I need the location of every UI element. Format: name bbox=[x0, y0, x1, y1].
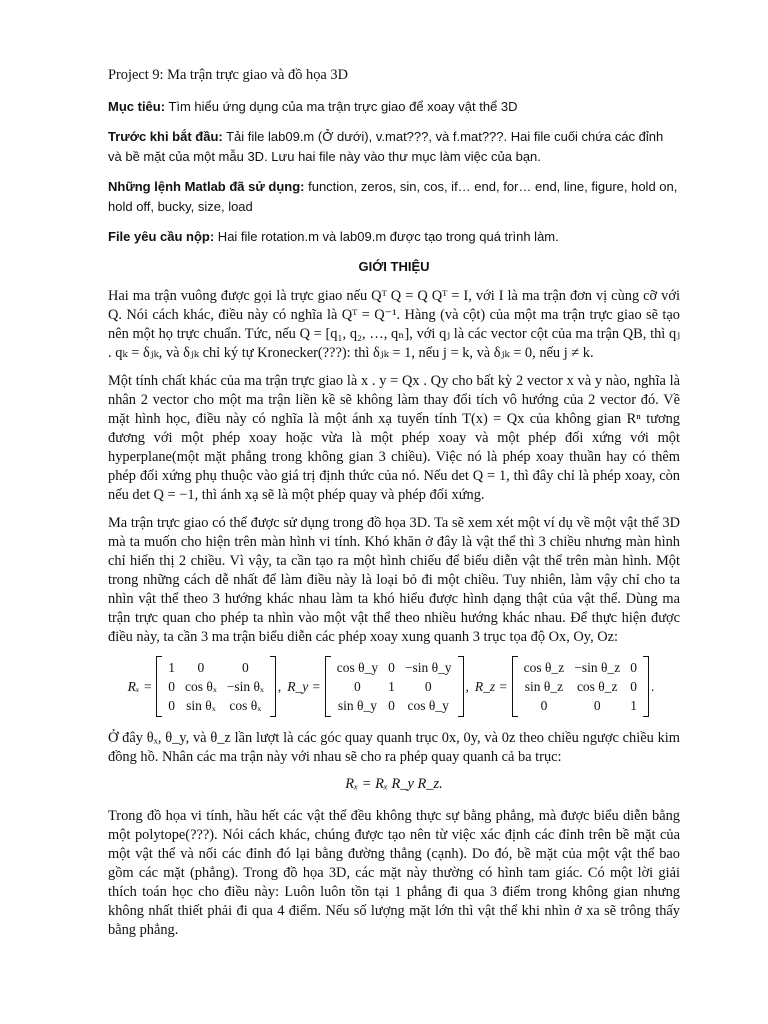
meta-text: Tìm hiểu ứng dụng của ma trận trực giao để xoay vật thể 3D bbox=[165, 99, 518, 114]
matrix-cell: 0 bbox=[388, 697, 395, 713]
matrix-cell: 1 bbox=[388, 678, 395, 694]
matrix-cell: −sin θₓ bbox=[226, 678, 264, 694]
meta-text: Hai file rotation.m và lab09.m được tạo trong quá trình làm. bbox=[214, 229, 559, 244]
matrix-separator: , bbox=[465, 678, 469, 694]
section-heading: GIỚI THIỆU bbox=[358, 259, 430, 274]
ry-label: R_y = bbox=[287, 678, 321, 694]
paragraph-angles: Ở đây θₓ, θ_y, và θ_z lần lượt là các góc quay quanh trục 0x, 0y, và 0z theo chiều ngược chiều kim đồng hồ. Nhân các ma trận này với nhau sẽ cho ra phép quay quanh cả ba trục: bbox=[108, 730, 680, 765]
ry-matrix bbox=[325, 656, 464, 717]
matrix-cell: cos θ_z bbox=[576, 678, 618, 694]
matrix-cell: 0 bbox=[630, 659, 637, 675]
matrix-cell: 1 bbox=[630, 697, 637, 713]
rx-label: Rₓ = bbox=[127, 678, 153, 694]
matrix-cell: sin θ_z bbox=[524, 678, 564, 694]
matrix-cell: −sin θ_z bbox=[574, 659, 621, 675]
meta-required-files bbox=[108, 227, 680, 247]
meta-objective bbox=[108, 97, 680, 117]
matrix-cell: cos θ_z bbox=[523, 659, 565, 675]
meta-before-start bbox=[108, 127, 680, 167]
matrix-end-period: . bbox=[650, 678, 655, 694]
paragraph-orthogonal-definition: Hai ma trận vuông được gọi là trực giao nếu Qᵀ Q = Q Qᵀ = I, với I là ma trận đơn vị cùng cỡ với Q. Nói cách khác, điều này có nghĩa là Qᵀ = Q⁻¹. Hàng (và cột) của một ma trận trực giao sẽ tạo nên một họ trực chuẩn. Tức, nếu Q = [q₁, q₂, …, qₙ], với qⱼ là các vector cột của ma trận QB, thì qⱼ . qₖ = δⱼₖ, và δⱼₖ chỉ ký tự Kronecker(???): thì δⱼₖ = 1, nếu j = k, và δⱼₖ = 0, nếu j ≠ k. bbox=[108, 288, 680, 361]
matrix-cell: 0 bbox=[354, 678, 361, 694]
matrix-cell: cos θ_y bbox=[336, 659, 379, 675]
product-equation: Rₓ = Rₓ R_y R_z. bbox=[345, 776, 443, 792]
rz-label: R_z = bbox=[474, 678, 508, 694]
matrix-cell: cos θ_y bbox=[407, 697, 449, 713]
matrix-cell: sin θ_y bbox=[337, 697, 377, 713]
matrix-cell: cos θₓ bbox=[229, 697, 262, 713]
matrix-cell: 0 bbox=[388, 659, 395, 675]
matrix-cell: 0 bbox=[540, 697, 548, 713]
matrix-cell: sin θₓ bbox=[186, 697, 216, 713]
matrix-cell: 1 bbox=[168, 659, 175, 675]
matrix-cell: 0 bbox=[197, 659, 205, 675]
meta-text: function, zeros, sin, cos, if… end, for… end, line, figure, hold on, hold off, bucky, size, load bbox=[108, 179, 678, 214]
document-page bbox=[108, 66, 680, 949]
matrix-cell: 0 bbox=[168, 697, 175, 713]
meta-label: File yêu cầu nộp: bbox=[108, 229, 215, 244]
meta-label: Mục tiêu: bbox=[108, 99, 166, 114]
meta-matlab-commands bbox=[108, 177, 680, 217]
matrix-separator: , bbox=[277, 678, 282, 694]
matrix-cell: 0 bbox=[424, 678, 432, 694]
meta-label: Những lệnh Matlab đã sử dụng: bbox=[108, 179, 305, 194]
page-title: Project 9: Ma trận trực giao và đồ họa 3D bbox=[108, 67, 348, 83]
meta-text: Tải file lab09.m (Ở dưới), v.mat???, và f.mat???. Hai file cuối chứa các đỉnh và bề mặt của một mẫu 3D. Lưu hai file này vào thư mục làm việc của bạn. bbox=[108, 129, 664, 164]
rx-matrix bbox=[156, 656, 276, 717]
paragraph-polytope: Trong đồ họa vi tính, hầu hết các vật thể đều không thực sự bằng phẳng, mà được biểu diễn bằng một polytope(???). Nói cách khác, chúng được tạo nên từ việc xác định các đỉnh trên bề mặt của một vật thể và nối các đỉnh đó lại bằng đường thẳng (cạnh). Do đó, bề mặt của một vật thể bao gồm các mặt (phẳng). Trong đồ họa 3D, các mặt này thường có hình tam giác. Có một lời giải thích toán học cho điều này: Luôn luôn tồn tại 1 phẳng đi qua 3 điểm trong không gian nhưng không nhất thiết phải đi qua 4 điểm. Nếu số lượng mặt lớn thì vật thể khi nhìn ở xa sẽ trông thấy bằng phẳng. bbox=[108, 808, 680, 938]
matrix-cell: 0 bbox=[593, 697, 601, 713]
rotation-matrices bbox=[108, 656, 680, 717]
meta-label: Trước khi bắt đầu: bbox=[108, 129, 223, 144]
matrix-cell: 0 bbox=[630, 678, 637, 694]
matrix-cell: 0 bbox=[168, 678, 175, 694]
matrix-cell: 0 bbox=[241, 659, 249, 675]
paragraph-orthogonal-property: Một tính chất khác của ma trận trực giao là x . y = Qx . Qy cho bất kỳ 2 vector x và y nào, nghĩa là nhân 2 vector cho một ma trận liền kề sẽ không làm thay đổi tích vô hướng của 2 vector đó. Về mặt hình học, điều này có nghĩa là một ánh xạ tuyến tính T(x) = Qx của không gian Rⁿ tương đương với một phép xoay hoặc vừa là một phép xoay và một phép đối xứng với một hyperplane(một mặt phẳng trong không gian 3 chiều). Việc nó là phép xoay thuần hay có thêm phép đối xứng phụ thuộc vào giá trị định thức của nó. Nếu det Q = 1, thì đây chỉ là phép xoay, còn nếu det Q = −1, thì ánh xạ sẽ là một phép quay và phép đối xứng. bbox=[108, 373, 680, 503]
matrix-cell: cos θₓ bbox=[184, 678, 217, 694]
matrix-cell: −sin θ_y bbox=[404, 659, 452, 675]
rz-matrix bbox=[512, 656, 649, 717]
paragraph-3d-graphics: Ma trận trực giao có thể được sử dụng trong đồ họa 3D. Ta sẽ xem xét một ví dụ về một vật thể 3D mà ta muốn cho hiện trên màn hình vi tính. Khó khăn ở đây là vật thể thì 3 chiều nhưng màn hình chỉ hiển thị 2 chiều. Vì vậy, ta cần tạo ra một hình chiếu để biểu diễn vật thể trên màn hình. Một trong những cách dễ nhất để làm điều này là loại bỏ đi một chiều. Tuy nhiên, làm vậy chỉ cho ta nhìn vật thể theo 3 hướng khác nhau làm ta khó hiểu được hình dạng thật của vật thể. Dùng ma trận trực quan cho phép ta nhìn vào một vật thể theo nhiều hướng khác nhau. Để thực hiện được điều này, ta cần 3 ma trận biểu diễn các phép xoay xung quanh 3 trục tọa độ Ox, Oy, Oz: bbox=[108, 515, 680, 645]
